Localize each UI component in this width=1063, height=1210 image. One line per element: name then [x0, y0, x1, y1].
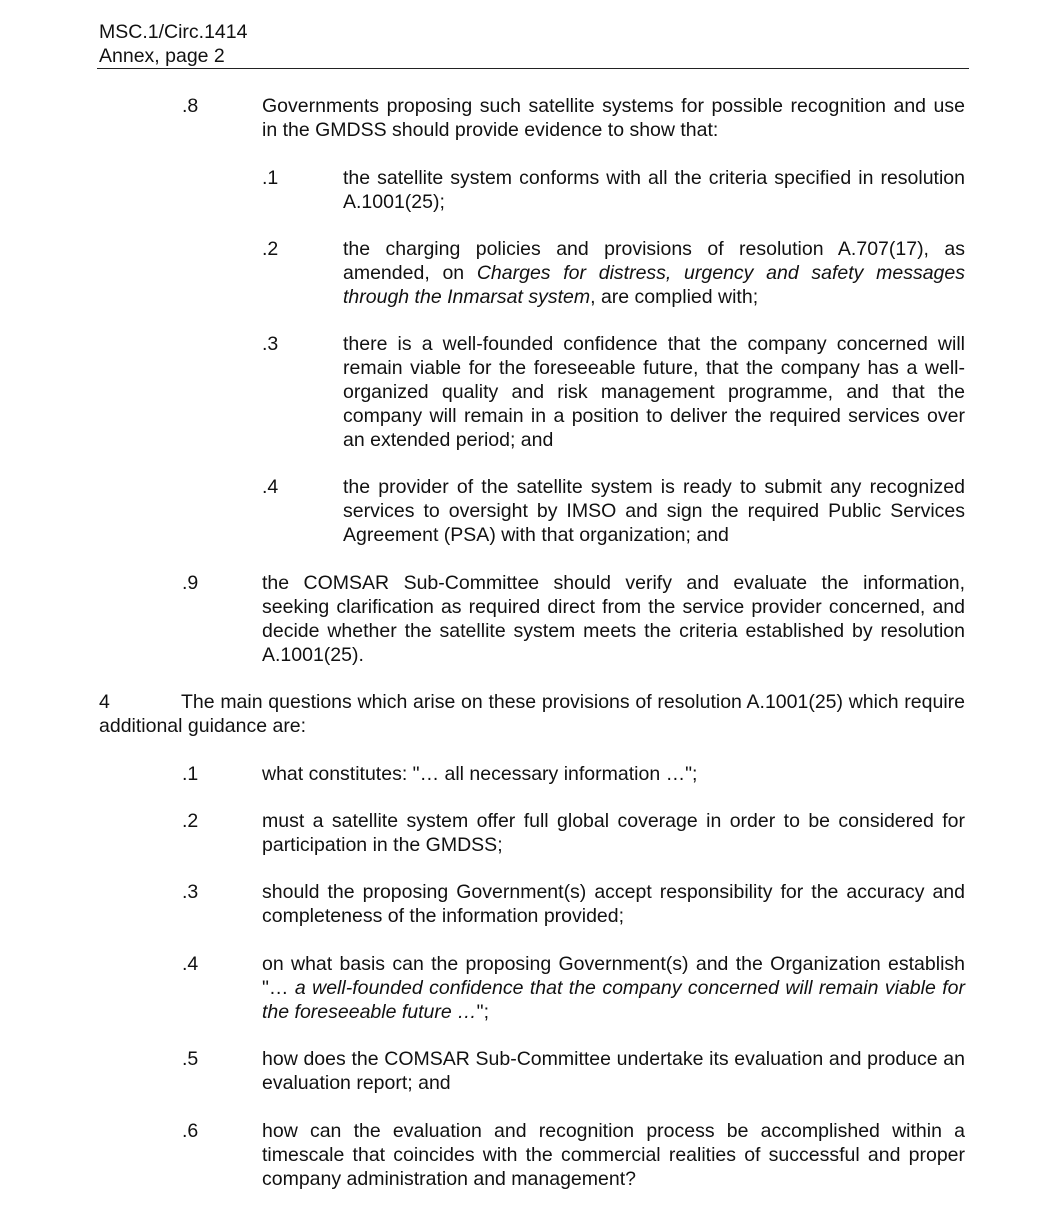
item-text: Governments proposing such satellite systems for possible recognition and use in the GMDSS should provide evidence to show that: [262, 95, 965, 141]
page-reference: Annex, page 2 [99, 45, 225, 67]
item-number: .5 [182, 1048, 199, 1070]
header-divider [97, 68, 969, 69]
item-number: .2 [182, 810, 199, 832]
item-number: .1 [262, 167, 279, 189]
item-number: .4 [182, 953, 199, 975]
paragraph-number: 4 [99, 691, 110, 713]
item-number: .3 [262, 333, 279, 355]
item-number: .6 [182, 1120, 199, 1142]
item-text: there is a well-founded confidence that the company concerned will remain viable for the foreseeable future, that the company has a well-organized quality and risk management programme, and that the company will remain in a position to deliver the required services over an extended period; and [343, 333, 965, 451]
item-number: .2 [262, 238, 279, 260]
document-reference: MSC.1/Circ.1414 [99, 21, 248, 43]
item-text: the satellite system conforms with all the criteria specified in resolution A.1001(25); [343, 167, 965, 213]
item-text: should the proposing Government(s) accept responsibility for the accuracy and completeness of the information provided; [262, 881, 965, 927]
item-number: .8 [182, 95, 199, 117]
item-text: must a satellite system offer full global coverage in order to be considered for participation in the GMDSS; [262, 810, 965, 856]
italic-quote: a well-founded confidence that the company concerned will remain viable for the foreseeable future … [262, 977, 965, 1023]
paragraph-4 [99, 690, 965, 738]
item-text: the charging policies and provisions of resolution A.707(17), as amended, on Charges for distress, urgency and safety messages through the Inmarsat system, are complied with; [343, 238, 965, 308]
item-text: how can the evaluation and recognition process be accomplished within a timescale that coincides with the commercial realities of successful and proper company administration and management? [262, 1120, 965, 1190]
item-text: the provider of the satellite system is ready to submit any recognized services to oversight by IMSO and sign the required Public Services Agreement (PSA) with that organization; and [343, 476, 965, 546]
italic-title: Charges for distress, urgency and safety messages through the Inmarsat system [343, 262, 965, 308]
item-number: .3 [182, 881, 199, 903]
item-text: what constitutes: "… all necessary information …"; [262, 763, 698, 785]
item-number: .1 [182, 763, 199, 785]
item-number: .4 [262, 476, 279, 498]
item-number: .9 [182, 572, 199, 594]
item-text: on what basis can the proposing Government(s) and the Organization establish "… a well-founded confidence that the company concerned will remain viable for the foreseeable future …"; [262, 953, 965, 1023]
paragraph-text: The main questions which arise on these provisions of resolution A.1001(25) which require additional guidance are: [99, 691, 965, 737]
item-text: the COMSAR Sub-Committee should verify and evaluate the information, seeking clarification as required direct from the service provider concerned, and decide whether the satellite system meets the criteria established by resolution A.1001(25). [262, 572, 965, 666]
item-text: how does the COMSAR Sub-Committee undertake its evaluation and produce an evaluation report; and [262, 1048, 965, 1094]
page-header [99, 20, 969, 68]
